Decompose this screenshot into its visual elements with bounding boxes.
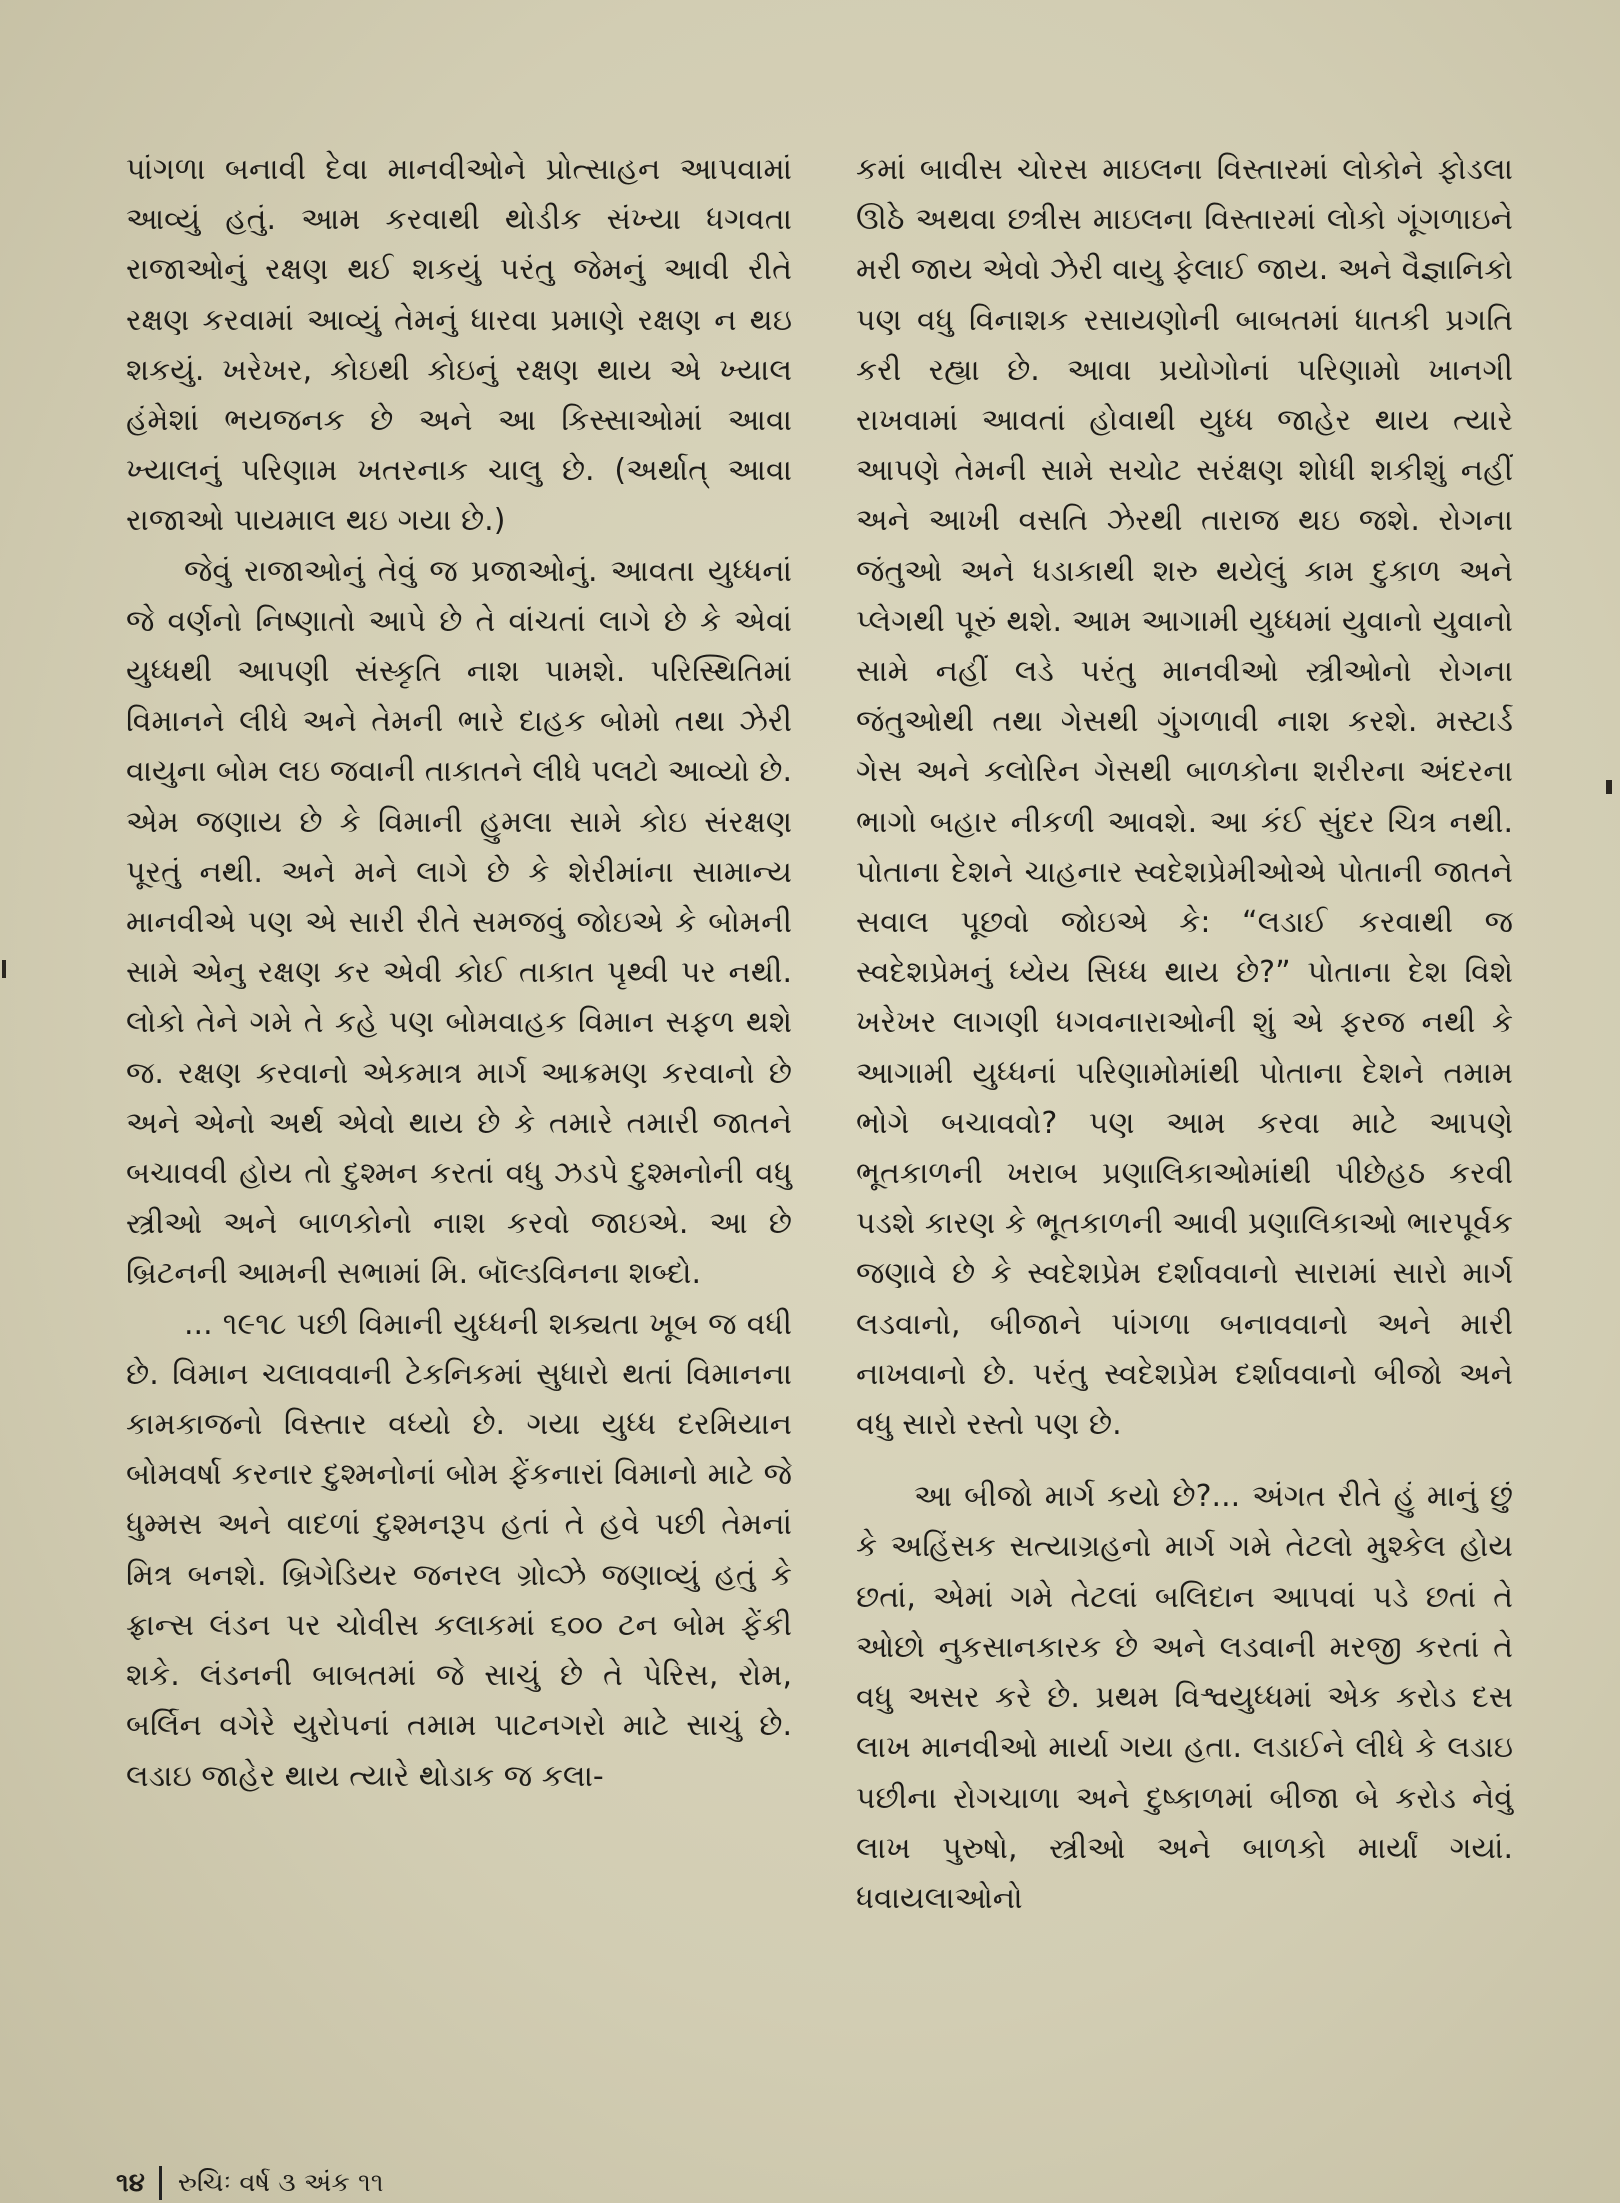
left-column [126, 145, 792, 1802]
footer-divider [159, 2166, 162, 2200]
paragraph: ... ૧૯૧૮ પછી વિમાની યુધ્ધની શક્યતા ખૂબ જ વધી છે. વિમાન ચલાવવાની ટેકનિકમાં સુધારો થતાં વિમાનના કામકાજનો વિસ્તાર વધ્યો છે. ગયા યુધ્ધ દરમિયાન બોમવર્ષા કરનાર દુશ્મનોનાં બોમ ફેંકનારાં વિમાનો માટે જે ધુમ્મસ અને વાદળાં દુશ્મનરૂપ હતાં તે હવે પછી તેમનાં મિત્ર બનશે. બ્રિગેડિયર જનરલ ગ્રોવ્ઝે જણાવ્યું હતું કે ફ્રાન્સ લંડન પર ચોવીસ કલાકમાં ૬૦૦ ટન બોમ ફેંકી શકે. લંડનની બાબતમાં જે સાચું છે તે પેરિસ, રોમ, બર્લિન વગેરે યુરોપનાં તમામ પાટનગરો માટે સાચું છે. લડાઇ જાહેર થાય ત્યારે થોડાક જ કલા- [126, 1306, 792, 1794]
paragraph: આ બીજો માર્ગ કયો છે?... અંગત રીતે હું માનું છું કે અહિંસક સત્યાગ્રહનો માર્ગ ગમે તેટલો મુશ્કેલ હોય છતાં, એમાં ગમે તેટલાં બલિદાન આપવાં પડે છતાં તે ઓછો નુકસાનકારક છે અને લડવાની મરજી કરતાં તે વધુ અસર કરે છે. પ્રથમ વિશ્વયુધ્ધમાં એક કરોડ દસ લાખ માનવીઓ માર્યા ગયા હતા. લડાઈને લીધે કે લડાઇ પછીના રોગચાળા અને દુષ્કાળમાં બીજા બે કરોડ નેવું લાખ પુરુષો, સ્ત્રીઓ અને બાળકો માર્યાં ગયાં. ધવાયલાઓનો [856, 1479, 1513, 1916]
page-footer [116, 2166, 383, 2200]
print-speck [2, 960, 6, 978]
paragraph: કમાં બાવીસ ચોરસ માઇલના વિસ્તારમાં લોકોને ફોડલા ઊઠે અથવા છત્રીસ માઇલના વિસ્તારમાં લોકો ગૂંગળાઇને મરી જાય એવો ઝેરી વાયુ ફેલાઈ જાય. અને વૈજ્ઞાનિકો પણ વધુ વિનાશક રસાયણોની બાબતમાં ધાતકી પ્રગતિ કરી રહ્યા છે. આવા પ્રયોગોનાં પરિણામો ખાનગી રાખવામાં આવતાં હોવાથી યુધ્ધ જાહેર થાય ત્યારે આપણે તેમની સામે સચોટ સરંક્ષણ શોધી શકીશું નહીં અને આખી વસતિ ઝેરથી તારાજ થઇ જશે. રોગના જંતુઓ અને ધડાકાથી શરુ થયેલું કામ દુકાળ અને પ્લેગથી પૂરું થશે. આમ આગામી યુધ્ધમાં યુવાનો યુવાનો સામે નહીં લડે પરંતુ માનવીઓ સ્ત્રીઓનો રોગના જંતુઓથી તથા ગેસથી ગુંગળાવી નાશ કરશે. મસ્ટાર્ડ ગેસ અને કલોરિન ગેસથી બાળકોના શરીરના અંદરના ભાગો બહાર નીકળી આવશે. આ કંઈ સુંદર ચિત્ર નથી. પોતાના દેશને ચાહનાર સ્વદેશપ્રેમીઓએ પોતાની જાતને સવાલ પૂછવો જોઇએ કે: “લડાઈ કરવાથી જ સ્વદેશપ્રેમનું ધ્યેય સિધ્ધ થાય છે?” પોતાના દેશ વિશે ખરેખર લાગણી ધગવનારાઓની શું એ ફરજ નથી કે આગામી યુધ્ધનાં પરિણામોમાંથી પોતાના દેશને તમામ ભોગે બચાવવો? પણ આમ કરવા માટે આપણે ભૂતકાળની ખરાબ પ્રણાલિકાઓમાંથી પીછેહઠ કરવી પડશે કારણ કે ભૂતકાળની આવી પ્રણાલિકાઓ ભારપૂર્વક જણાવે છે કે સ્વદેશપ્રેમ દર્શાવવાનો સારામાં સારો માર્ગ લડવાનો, બીજાને પાંગળા બનાવવાનો અને મારી નાખવાનો છે. પરંતુ સ્વદેશપ્રેમ દર્શાવવાનો બીજો અને વધુ સારો રસ્તો પણ છે. [856, 152, 1513, 1443]
print-speck [1606, 780, 1612, 794]
paragraph: પાંગળા બનાવી દેવા માનવીઓને પ્રોત્સાહન આપવામાં આવ્યું હતું. આમ કરવાથી થોડીક સંખ્યા ધગવતા રાજાઓનું રક્ષણ થઈ શકયું પરંતુ જેમનું આવી રીતે રક્ષણ કરવામાં આવ્યું તેમનું ધારવા પ્રમાણે રક્ષણ ન થઇ શકયું. ખરેખર, કોઇથી કોઇનું રક્ષણ થાય એ ખ્યાલ હંમેશાં ભયજનક છે અને આ કિસ્સાઓમાં આવા ખ્યાલનું પરિણામ ખતરનાક ચાલુ છે. (અર્થાત્ આવા રાજાઓ પાયમાલ થઇ ગયા છે.) [126, 152, 792, 539]
right-column [856, 145, 1513, 1924]
issue-info: રુચિઃ વર્ષ ૩ અંક ૧૧ [177, 2168, 384, 2198]
page-number: ૧૪ [116, 2168, 145, 2198]
paragraph: જેવું રાજાઓનું તેવું જ પ્રજાઓનું. આવતા યુધ્ધનાં જે વર્ણનો નિષ્ણાતો આપે છે તે વાંચતાં લાગે છે કે એવાં યુધ્ધથી આપણી સંસ્કૃતિ નાશ પામશે. પરિસ્થિતિમાં વિમાનને લીધે અને તેમની ભારે દાહક બોમો તથા ઝેરી વાયુના બોમ લઇ જવાની તાકાતને લીધે પલટો આવ્યો છે. એમ જણાય છે કે વિમાની હુમલા સામે કોઇ સંરક્ષણ પૂરતું નથી. અને મને લાગે છે કે શેરીમાંના સામાન્ય માનવીએ પણ એ સારી રીતે સમજવું જોઇએ કે બોમની સામે એનુ રક્ષણ કર એવી કોઈ તાકાત પૃથ્વી પર નથી. લોકો તેને ગમે તે કહે પણ બોમવાહક વિમાન સફળ થશે જ. રક્ષણ કરવાનો એકમાત્ર માર્ગ આક્રમણ કરવાનો છે અને એનો અર્થ એવો થાય છે કે તમારે તમારી જાતને બચાવવી હોય તો દુશ્મન કરતાં વધુ ઝડપે દુશ્મનોની વધુ સ્ત્રીઓ અને બાળકોનો નાશ કરવો જાઇએ. આ છે બ્રિટનની આમની સભામાં મિ. બૉલ્ડવિનના શબ્દો. [126, 553, 792, 1292]
